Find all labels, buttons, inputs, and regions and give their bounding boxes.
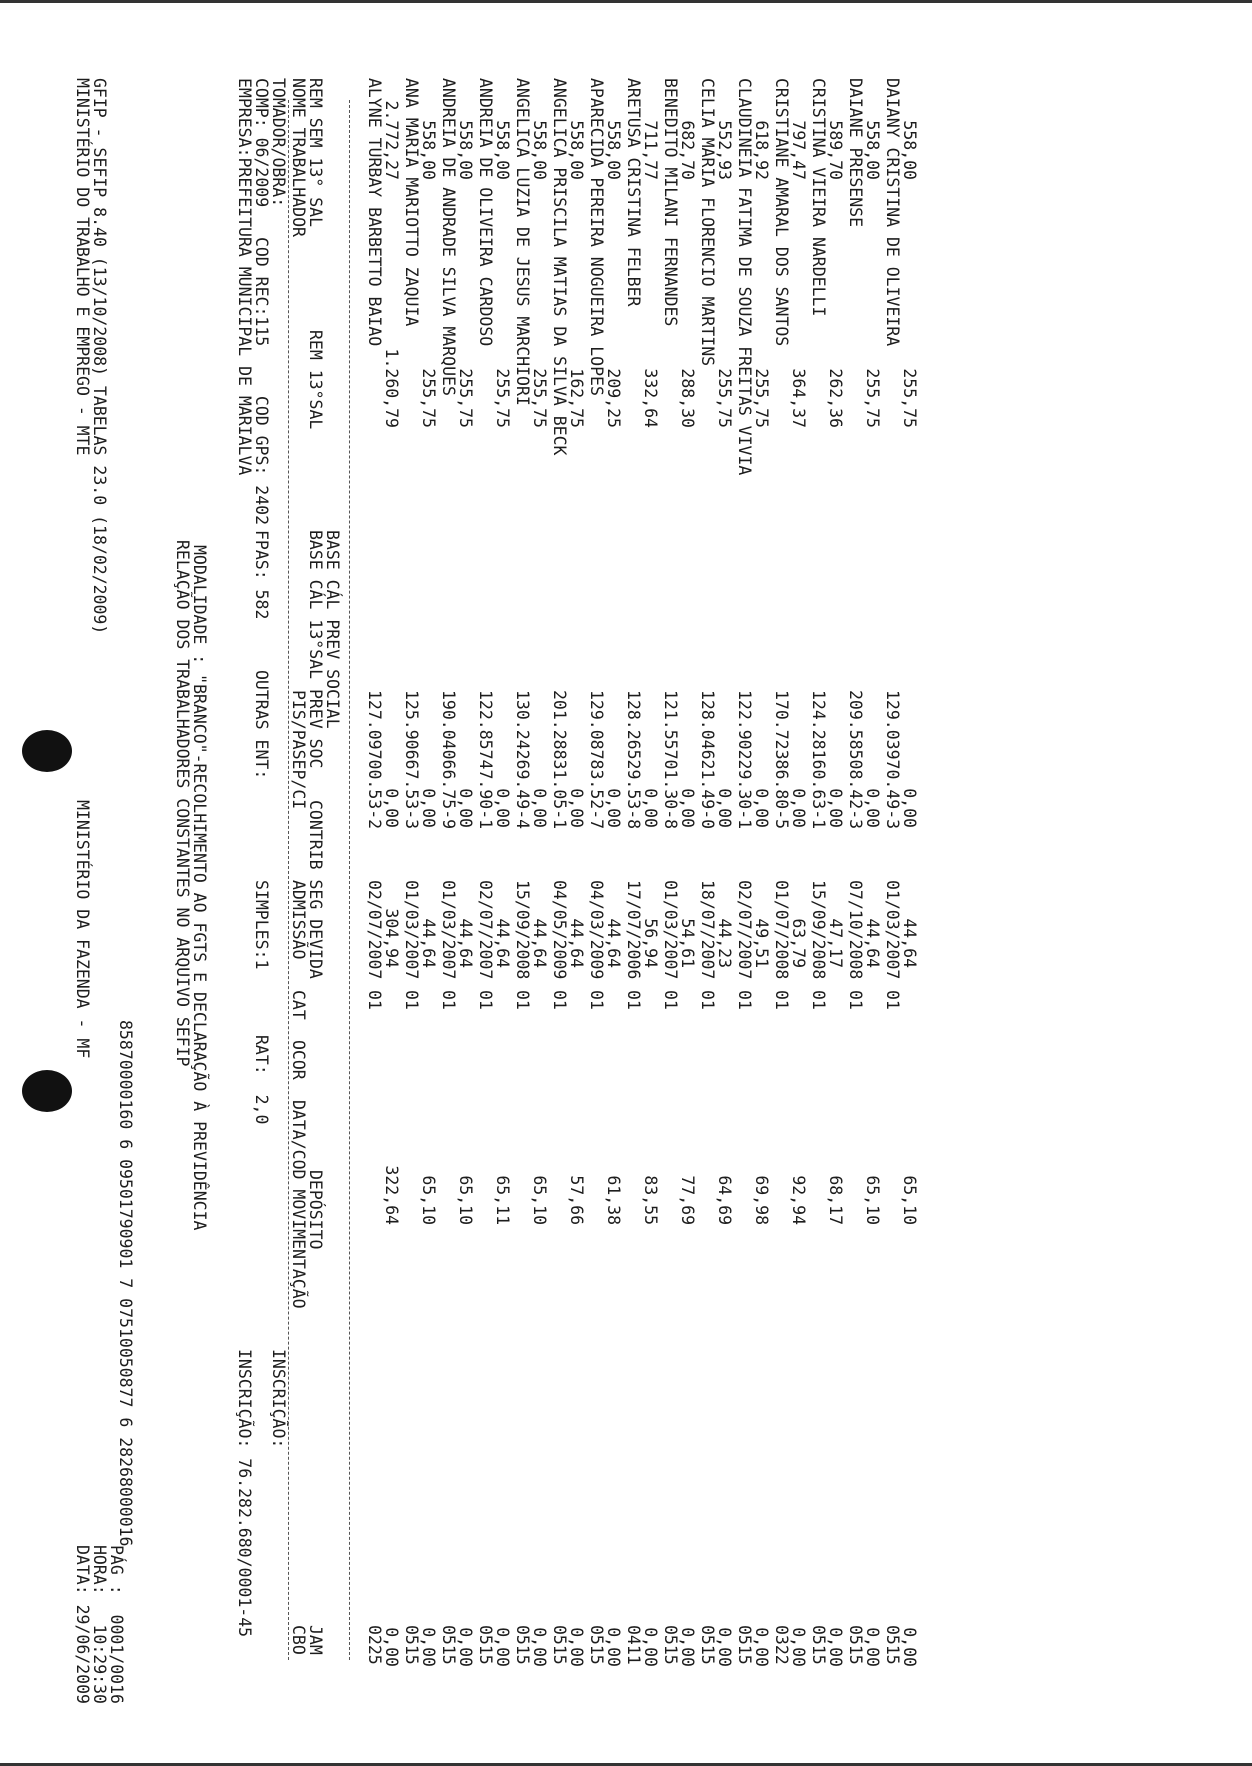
- cbo-code: 0515: [439, 1625, 458, 1665]
- cbo-code: 0515: [883, 1625, 902, 1665]
- admission-date: 02/07/2007: [365, 880, 384, 980]
- worker-name: ANA MARIA MARIOTTO ZAQUIA: [402, 78, 421, 327]
- rem-sem-13: 558,00: [456, 120, 475, 180]
- cbo-code: 0225: [365, 1625, 384, 1665]
- base-13: 0,00: [715, 788, 734, 828]
- report-subtitle: MODALIDADE : "BRANCO"-RECOLHIMENTO AO FGTS E DECLARAÇÃO À PREVIDÊNCIA: [190, 545, 209, 1231]
- worker-name: CLAUDINEIA FATIMA DE SOUZA FREITAS VIVIA: [735, 78, 754, 476]
- base-13: 0,00: [863, 788, 882, 828]
- col-jam: JAM: [306, 1625, 325, 1655]
- worker-name: ANDREIA DE OLIVEIRA CARDOSO: [476, 78, 495, 347]
- category: 01: [809, 990, 828, 1010]
- pis-number: 201.28831.05-1: [550, 690, 569, 830]
- jam: 0,00: [382, 1627, 401, 1667]
- base-13: 0,00: [678, 788, 697, 828]
- barcode-number: 85870000160 6 09501790901 7 07510050877 6 28268000016: [116, 1020, 135, 1547]
- jam: 0,00: [789, 1627, 808, 1667]
- jam: 0,00: [863, 1627, 882, 1667]
- cbo-code: 0515: [513, 1625, 532, 1665]
- worker-name: ANGELICA LUZIA DE JESUS MARCHIORI: [513, 78, 532, 406]
- cbo-code: 0515: [698, 1625, 717, 1665]
- pis-number: 125.90667.53-3: [402, 690, 421, 830]
- punch-hole: [22, 1070, 72, 1112]
- worker-name: CELIA MARIA FLORENCIO MARTINS: [698, 78, 717, 367]
- worker-name: DAIANY CRISTINA DE OLIVEIRA: [883, 78, 902, 347]
- simples-flag: SIMPLES:1: [252, 880, 271, 970]
- company-name: EMPRESA:PREFEITURA MUNICIPAL DE MARIALVA: [235, 78, 254, 476]
- contrib-seg: 44,64: [419, 918, 438, 968]
- rem-13: 288,30: [678, 368, 697, 428]
- deposito: 65,10: [419, 1175, 438, 1225]
- contrib-seg: 63,79: [789, 918, 808, 968]
- admission-date: 04/05/2009: [550, 880, 569, 980]
- category: 01: [587, 990, 606, 1010]
- admission-date: 15/09/2008: [809, 880, 828, 980]
- contrib-seg: 44,64: [493, 918, 512, 968]
- base-13: 0,00: [604, 788, 623, 828]
- rem-13: 1.260,79: [382, 348, 401, 428]
- category: 01: [661, 990, 680, 1010]
- rem-13: 255,75: [456, 368, 475, 428]
- divider-header: [349, 100, 350, 1660]
- col-ocor: OCOR: [289, 1040, 308, 1080]
- admission-date: 07/10/2008: [846, 880, 865, 980]
- admission-date: 18/07/2007: [698, 880, 717, 980]
- worker-name: ANGELICA PRISCILA MATIAS DA SILVA BECK: [550, 78, 569, 456]
- admission-date: 04/03/2009: [587, 880, 606, 980]
- pis-number: 122.90229.30-1: [735, 690, 754, 830]
- deposito: 64,69: [715, 1175, 734, 1225]
- jam: 0,00: [900, 1627, 919, 1667]
- jam: 0,00: [456, 1627, 475, 1667]
- col-pis: PIS/PASEP/CI: [289, 690, 308, 810]
- pis-number: 190.04066.75-9: [439, 690, 458, 830]
- contrib-seg: 44,64: [863, 918, 882, 968]
- category: 01: [698, 990, 717, 1010]
- col-base-prev: BASE CÁL PREV SOCIAL: [323, 530, 342, 729]
- report-date: DATA: 29/06/2009: [73, 1545, 92, 1704]
- rem-sem-13: 711,77: [641, 120, 660, 180]
- pis-number: 128.04621.49-0: [698, 690, 717, 830]
- pis-number: 127.09700.53-2: [365, 690, 384, 830]
- category: 01: [772, 990, 791, 1010]
- worker-name: CRISTIANE AMARAL DOS SANTOS: [772, 78, 791, 347]
- rem-sem-13: 2.772,27: [382, 100, 401, 180]
- cbo-code: 0515: [661, 1625, 680, 1665]
- jam: 0,00: [419, 1627, 438, 1667]
- admission-date: 17/07/2006: [624, 880, 643, 980]
- report-title: RELAÇÃO DOS TRABALHADORES CONSTANTES NO ARQUIVO SEFIP: [173, 540, 192, 1067]
- jam: 0,00: [641, 1627, 660, 1667]
- page-number: PÁG : 0001/0016: [107, 1545, 126, 1704]
- cbo-code: 0515: [587, 1625, 606, 1665]
- pis-number: 129.08783.52-7: [587, 690, 606, 830]
- admission-date: 01/03/2007: [883, 880, 902, 980]
- punch-hole: [22, 730, 72, 772]
- worker-name: CRISTINA VIEIRA NARDELLI: [809, 78, 828, 317]
- deposito: 322,64: [382, 1165, 401, 1225]
- deposito: 65,11: [493, 1175, 512, 1225]
- contrib-seg: 49,51: [752, 918, 771, 968]
- deposito: 57,66: [567, 1175, 586, 1225]
- admission-date: 15/09/2008: [513, 880, 532, 980]
- rem-13: 255,75: [419, 368, 438, 428]
- base-13: 0,00: [456, 788, 475, 828]
- pis-number: 129.03970.49-3: [883, 690, 902, 830]
- admission-date: 01/07/2008: [772, 880, 791, 980]
- base-13: 0,00: [382, 788, 401, 828]
- worker-name: ANDREIA DE ANDRADE SILVA MARQUES: [439, 78, 458, 396]
- rem-sem-13: 552,93: [715, 120, 734, 180]
- col-cat: CAT: [289, 990, 308, 1020]
- cbo-code: 0515: [846, 1625, 865, 1665]
- rem-sem-13: 797,47: [789, 120, 808, 180]
- rem-sem-13: 618,92: [752, 120, 771, 180]
- ministry-fazenda-label: MINISTÉRIO DA FAZENDA - MF: [73, 800, 92, 1059]
- cbo-code: 0515: [809, 1625, 828, 1665]
- contrib-seg: 54,61: [678, 918, 697, 968]
- pis-number: 130.24269.49-4: [513, 690, 532, 830]
- cbo-code: 0322: [772, 1625, 791, 1665]
- jam: 0,00: [678, 1627, 697, 1667]
- base-13: 0,00: [826, 788, 845, 828]
- cbo-code: 0515: [550, 1625, 569, 1665]
- base-13: 0,00: [530, 788, 549, 828]
- jam: 0,00: [826, 1627, 845, 1667]
- jam: 0,00: [567, 1627, 586, 1667]
- category: 01: [624, 990, 643, 1010]
- contrib-seg: 44,64: [530, 918, 549, 968]
- jam: 0,00: [604, 1627, 623, 1667]
- deposito: 65,10: [900, 1175, 919, 1225]
- admission-date: 02/07/2007: [735, 880, 754, 980]
- base-13: 0,00: [567, 788, 586, 828]
- pis-number: 128.26529.53-8: [624, 690, 643, 830]
- contrib-seg: 44,64: [567, 918, 586, 968]
- jam: 0,00: [752, 1627, 771, 1667]
- deposito: 65,10: [530, 1175, 549, 1225]
- rat-rate: RAT: 2,0: [252, 1035, 271, 1125]
- rem-13: 255,75: [900, 368, 919, 428]
- rem-13: 209,25: [604, 368, 623, 428]
- company-cnpj: INSCRIÇÃO: 76.282.680/0001-45: [235, 1349, 254, 1638]
- contrib-seg: 44,64: [900, 918, 919, 968]
- deposito: 65,10: [456, 1175, 475, 1225]
- tomador-inscricao: INSCRIÇÃO:: [269, 1349, 288, 1449]
- deposito: 83,55: [641, 1175, 660, 1225]
- deposito: 77,69: [678, 1175, 697, 1225]
- base-13: 0,00: [900, 788, 919, 828]
- contrib-seg: 44,23: [715, 918, 734, 968]
- base-13: 0,00: [789, 788, 808, 828]
- deposito: 68,17: [826, 1175, 845, 1225]
- rem-13: 332,64: [641, 368, 660, 428]
- rem-13: 262,36: [826, 368, 845, 428]
- rem-sem-13: 589,70: [826, 120, 845, 180]
- category: 01: [439, 990, 458, 1010]
- rem-13: 255,75: [715, 368, 734, 428]
- pis-number: 121.55701.30-8: [661, 690, 680, 830]
- worker-name: APARECIDA PEREIRA NOGUEIRA LOPES: [587, 78, 606, 396]
- admission-date: 01/03/2007: [402, 880, 421, 980]
- base-13: 0,00: [419, 788, 438, 828]
- base-13: 0,00: [752, 788, 771, 828]
- col-cbo: CBO: [289, 1625, 308, 1655]
- rem-sem-13: 558,00: [604, 120, 623, 180]
- competence-info: COMP: 06/2009 COD REC:115 COD GPS: 2402: [252, 78, 271, 526]
- rem-13: 364,37: [789, 368, 808, 428]
- jam: 0,00: [530, 1627, 549, 1667]
- contrib-seg: 44,64: [604, 918, 623, 968]
- admission-date: 01/03/2007: [439, 880, 458, 980]
- col-base-13: BASE CÁL 13°SAL PREV SOC: [306, 530, 325, 769]
- rem-13: 255,75: [530, 368, 549, 428]
- ministry-label: MINISTÉRIO DO TRABALHO E EMPREGO - MTE: [73, 78, 92, 456]
- col-rem-sem-13: REM SEM 13° SAL: [306, 78, 325, 228]
- other-entities: OUTRAS ENT:: [252, 670, 271, 780]
- category: 01: [550, 990, 569, 1010]
- worker-name: ALYNE TURBAY BARBETTO BAIAO: [365, 78, 384, 347]
- worker-name: DAIANE PRESENSE: [846, 78, 865, 228]
- rem-13: 255,75: [863, 368, 882, 428]
- deposito: 69,98: [752, 1175, 771, 1225]
- category: 01: [402, 990, 421, 1010]
- col-movimentacao: DATA/COD MOVIMENTAÇÃO: [289, 1100, 308, 1309]
- col-admissao: ADMISSÃO: [289, 880, 308, 960]
- rem-13: 255,75: [752, 368, 771, 428]
- jam: 0,00: [493, 1627, 512, 1667]
- rem-sem-13: 558,00: [419, 120, 438, 180]
- admission-date: 02/07/2007: [476, 880, 495, 980]
- rem-sem-13: 558,00: [493, 120, 512, 180]
- report-time: HORA: 10:29:30: [90, 1545, 109, 1704]
- deposito: 65,10: [863, 1175, 882, 1225]
- col-nome: NOME TRABALHADOR: [289, 78, 308, 237]
- jam: 0,00: [715, 1627, 734, 1667]
- base-13: 0,00: [641, 788, 660, 828]
- category: 01: [513, 990, 532, 1010]
- deposito: 92,94: [789, 1175, 808, 1225]
- contrib-seg: 47,17: [826, 918, 845, 968]
- cbo-code: 0515: [476, 1625, 495, 1665]
- pis-number: 122.85747.90-1: [476, 690, 495, 830]
- admission-date: 01/03/2007: [661, 880, 680, 980]
- category: 01: [735, 990, 754, 1010]
- category: 01: [883, 990, 902, 1010]
- cbo-code: 0515: [402, 1625, 421, 1665]
- contrib-seg: 56,94: [641, 918, 660, 968]
- pis-number: 124.28160.63-1: [809, 690, 828, 830]
- category: 01: [365, 990, 384, 1010]
- cbo-code: 0515: [735, 1625, 754, 1665]
- tomador-label: TOMADOR/OBRA:: [269, 78, 288, 208]
- rem-sem-13: 558,00: [863, 120, 882, 180]
- col-deposito: DEPÓSITO: [306, 1170, 325, 1250]
- contrib-seg: 304,94: [382, 908, 401, 968]
- pis-number: 170.72386.80-5: [772, 690, 791, 830]
- rem-sem-13: 558,00: [530, 120, 549, 180]
- rem-sem-13: 682,70: [678, 120, 697, 180]
- worker-name: ARETUSA CRISTINA FELBER: [624, 78, 643, 307]
- base-13: 0,00: [493, 788, 512, 828]
- deposito: 61,38: [604, 1175, 623, 1225]
- contrib-seg: 44,64: [456, 918, 475, 968]
- rem-13: 162,75: [567, 368, 586, 428]
- rem-sem-13: 558,00: [567, 120, 586, 180]
- rem-sem-13: 558,00: [900, 120, 919, 180]
- category: 01: [476, 990, 495, 1010]
- col-contrib: CONTRIB SEG DEVIDA: [306, 800, 325, 979]
- system-version: GFIP - SEFIP 8.40 (13/10/2008) TABELAS 23.0 (18/02/2009): [90, 78, 109, 635]
- pis-number: 209.58508.42-3: [846, 690, 865, 830]
- worker-name: BENEDITO MILANI FERNANDES: [661, 78, 680, 327]
- cbo-code: 0411: [624, 1625, 643, 1665]
- col-rem-13: REM 13°SAL: [306, 330, 325, 430]
- category: 01: [846, 990, 865, 1010]
- fpas-code: FPAS: 582: [252, 530, 271, 620]
- rem-13: 255,75: [493, 368, 512, 428]
